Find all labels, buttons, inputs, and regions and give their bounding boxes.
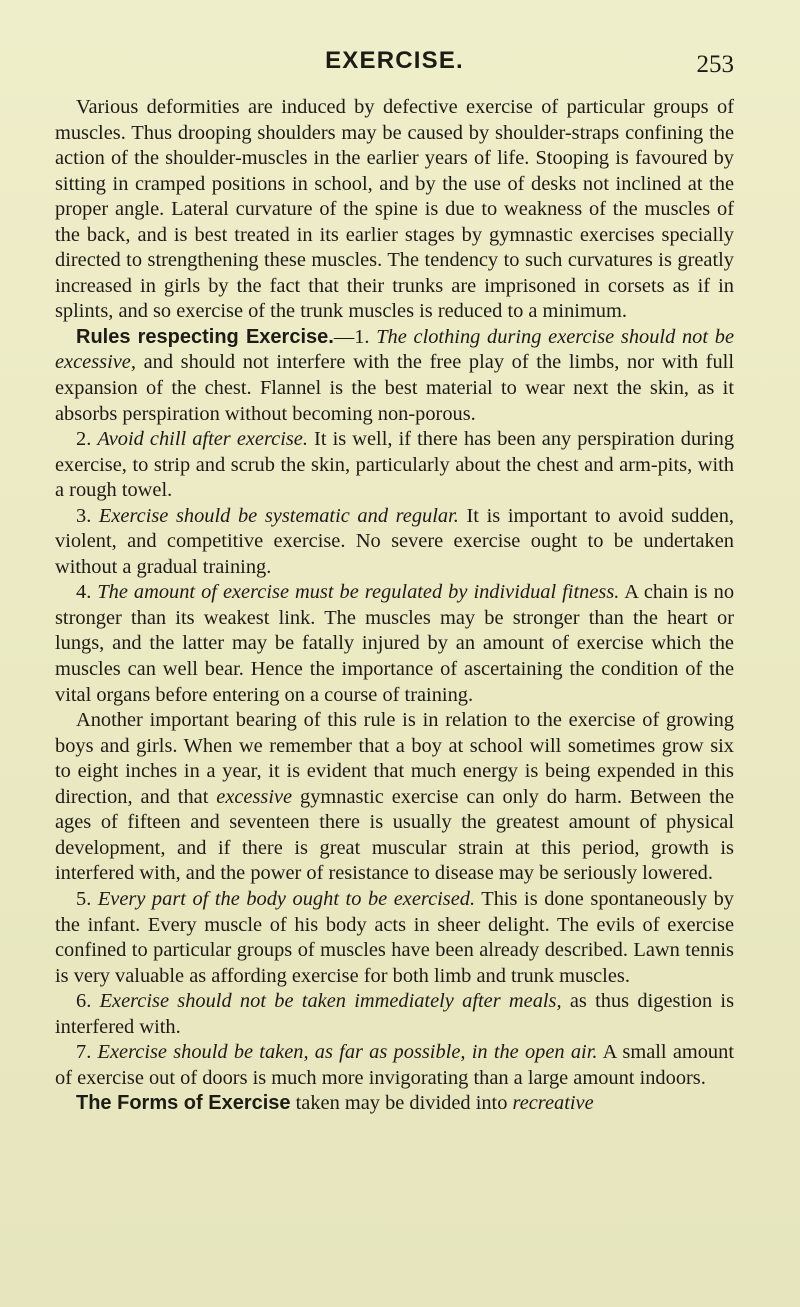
rule-4-text: A chain is no stronger than its weakest link. The muscles may be stronger than the heart or lungs, and the latter may be fatally injured by an amount of exercise which the muscles can well bear. Hence the importance of ascertaining the condition of the vital organs before entering on a course of training. <box>55 581 735 706</box>
page-header <box>55 0 734 95</box>
rule-6-statement: Exercise should not be taken immediately after meals, <box>99 990 562 1013</box>
paragraph-rule-7 <box>55 1040 734 1091</box>
rule-2-statement: Avoid chill after exercise. <box>97 428 308 451</box>
rule-3-number: 3. <box>76 504 99 527</box>
paragraph-forms <box>55 1091 734 1117</box>
rule-5-number: 5. <box>76 887 98 910</box>
paragraph-rule-4-bearing <box>55 708 734 887</box>
rule-3-text: It is important to avoid sudden, violent, and competitive exercise. No severe exercise ought to be undertaken without a gradual training. <box>55 504 735 578</box>
forms-emphasis: recreative <box>512 1092 594 1115</box>
paragraph-rule-1 <box>55 325 734 427</box>
bearing-text-after: gymnastic exercise can only do harm. Between the ages of fifteen and seventeen there is usually the greatest amount of physical development, and if there is great muscular strain at this period, growth is interfered with, and the power of resistance to disease may be seriously lowered. <box>55 785 735 885</box>
rule-1-statement: The clothing during exercise should not be excessive, <box>55 325 735 374</box>
section-heading-rules: Rules respecting Exercise. <box>76 325 334 348</box>
rule-6-number: 6. <box>76 990 100 1013</box>
body-text <box>55 95 734 1117</box>
rule-5-statement: Every part of the body ought to be exercised. <box>97 887 476 910</box>
rule-7-statement: Exercise should be taken, as far as possible, in the open air. <box>97 1041 598 1064</box>
rule-7-number: 7. <box>76 1041 98 1064</box>
paragraph-rule-4 <box>55 580 734 708</box>
paragraph-deformities: Various deformities are induced by defective exercise of particular groups of muscles. Thus drooping shoulders may be caused by shoulder-straps confining the action of the shoulder-muscles in the earlier years of life. Stooping is favoured by sitting in cramped positions in school, and by the use of desks not inclined at the proper angle. Lateral curvature of the spine is due to weakness of the muscles of the back, and is best treated in its earlier stages by gymnastic exercises specially directed to strengthening these muscles. The tendency to such curvatures is greatly increased in girls by the fact that their trunks are imprisoned in corsets as if in splints, and so exercise of the trunk muscles is reduced to a minimum. <box>55 96 734 323</box>
rule-4-number: 4. <box>76 581 98 604</box>
paragraph-rule-6 <box>55 989 734 1040</box>
paragraph-rule-5 <box>55 887 734 989</box>
rule-1-text: and should not interfere with the free play of the limbs, nor with full expansion of the chest. Flannel is the best material to wear next the skin, as it absorbs perspiration without becoming non-porous. <box>55 351 734 425</box>
rule-1-number: —1. <box>333 325 377 348</box>
rule-3-statement: Exercise should be systematic and regular. <box>98 504 459 527</box>
rule-2-number: 2. <box>76 428 98 451</box>
rule-7-text: A small amount of exercise out of doors is much more invigorating than a large amount indoors. <box>55 1041 734 1089</box>
bearing-text-before: Another important bearing of this rule is in relation to the exercise of growing boys and girls. When we remember that a boy at school will sometimes grow six to eight inches in a year, it is evident that much energy is being expended in this direction, and that <box>55 709 734 808</box>
running-title: EXERCISE. <box>325 47 464 74</box>
bearing-emphasis: excessive <box>216 785 293 808</box>
section-heading-forms: The Forms of Exercise <box>76 1092 291 1115</box>
rule-6-text: as thus digestion is interfered with. <box>55 990 735 1038</box>
paragraph-rule-2 <box>55 427 734 504</box>
rule-4-statement: The amount of exercise must be regulated by individual fitness. <box>97 581 620 604</box>
page-number: 253 <box>696 51 734 78</box>
rule-5-text: This is done spontaneously by the infant. Every muscle of his body acts in sheer delight. The evils of exercise confined to particular groups of muscles have been already described. Lawn tennis is very valuable as affording exercise for both limb and trunk muscles. <box>55 887 734 987</box>
forms-text: taken may be divided into <box>290 1092 513 1115</box>
rule-2-text: It is well, if there has been any perspiration during exercise, to strip and scrub the skin, particularly about the chest and arm-pits, with a rough towel. <box>55 428 735 502</box>
paragraph-rule-3 <box>55 504 734 581</box>
